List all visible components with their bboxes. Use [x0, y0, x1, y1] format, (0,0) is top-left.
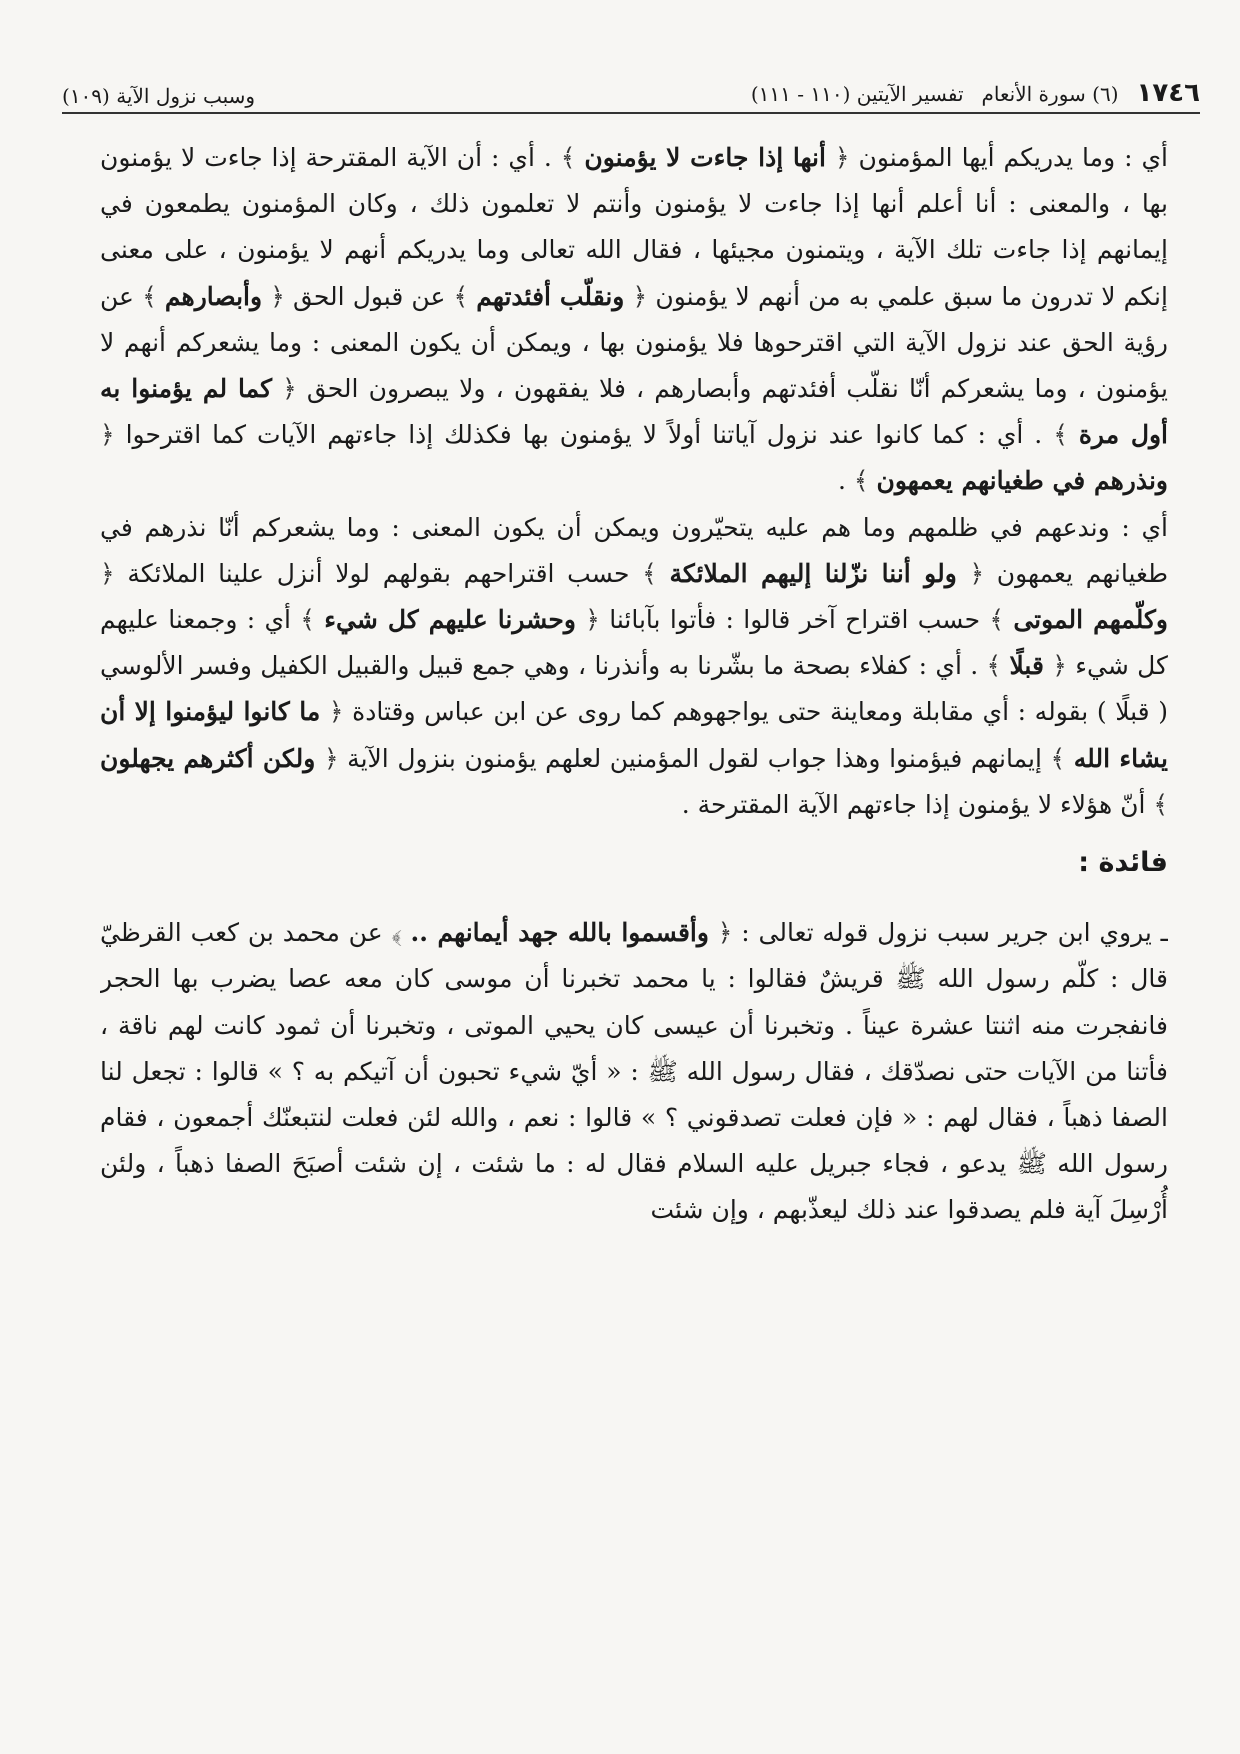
- ornate-bracket-close: ﴾: [989, 605, 1014, 635]
- body-text: . أي : أن الآية المقترحة إذا جاءت لا يؤمنون بها ، والمعنى : أنا أعلم أنها إذا جاءت لا يؤمنون وأنتم لا تعلمون ذلك ، وكان المؤمنون يطمعون في إيمانهم إذا جاءت تلك الآية ، ويتمنون مجيئها ، فقال الله تعالى وما يدريكم أنهم لا يؤمنون ، على معنى إنكم لا تدرون ما سبق علمي به من أنهم لا يؤمنون: [100, 143, 1168, 311]
- ornate-bracket-close: ﴾: [1053, 420, 1079, 450]
- ornate-bracket-open: ﴿: [262, 281, 285, 311]
- ornate-bracket-open: ﴿: [320, 697, 344, 727]
- quran-verse: ونذرهم في طغيانهم يعمهون: [876, 466, 1168, 496]
- running-header: [62, 48, 1200, 114]
- ornate-bracket-close: ﴾: [560, 143, 585, 172]
- body-text: .: [838, 466, 854, 496]
- quran-verse: وأقسموا بالله جهد أيمانهم ..: [410, 918, 709, 948]
- body-text: . أي : كما كانوا عند نزول آياتنا أولاً لا يؤمنون بها فكذلك إذا جاءتهم الآيات كما اقترحوا: [114, 420, 1054, 450]
- body-text: عن رؤية الحق عند نزول الآية التي اقترحوها فلا يؤمنون بها ، ويمكن أن يكون المعنى : وما يشعركم أنهم لا يؤمنون ، وما يشعركم أنّا نقلّب أفئدتهم وأبصارهم ، فلا يفقهون ، ولا يبصرون الحق: [100, 281, 1168, 404]
- quran-verse: ولو أننا نزّلنا إليهم الملائكة: [669, 558, 957, 588]
- ornate-bracket-open: ﴿: [1043, 651, 1067, 681]
- surah-name: (٦) سورة الأنعام: [981, 82, 1119, 106]
- ornate-bracket-close: ﴾: [453, 281, 477, 311]
- ornate-bracket-close: ﴾: [142, 281, 165, 311]
- tafsir-title: تفسير الآيتين (١١٠ - ١١١): [750, 82, 964, 106]
- paragraph-2: [100, 505, 1168, 828]
- body-text: ـ يروي ابن جرير سبب نزول قوله تعالى :: [732, 918, 1168, 948]
- page-body: [100, 135, 1168, 1724]
- body-text: حسب اقتراحهم بقولهم لولا أنزل علينا الملائكة: [114, 558, 643, 588]
- section-title: فائدة :: [1078, 847, 1168, 879]
- ornate-bracket-open: ﴿: [956, 558, 985, 588]
- ornate-bracket-open: ﴿: [100, 420, 115, 450]
- ornate-bracket-close: ﴾: [1153, 789, 1168, 819]
- ornate-bracket-close: ﴾: [853, 466, 877, 496]
- ornate-bracket-open: ﴿: [624, 281, 648, 311]
- ornate-bracket-open: ﴿: [825, 143, 850, 172]
- body-text: أي : وما يدريكم أيها المؤمنون: [849, 143, 1168, 172]
- body-text: أنّ هؤلاء لا يؤمنون إذا جاءتهم الآية المقترحة .: [681, 789, 1154, 819]
- ornate-bracket-close: ﴾: [300, 605, 325, 635]
- ornate-bracket-open: ﴿: [708, 918, 733, 948]
- ornate-bracket-close: ﴾: [391, 918, 411, 948]
- body-text: حسب اقتراح آخر قالوا : فأتوا بآبائنا: [599, 605, 990, 635]
- quran-verse: قبلًا: [1009, 651, 1044, 681]
- ornate-bracket-open: ﴿: [575, 605, 600, 635]
- body-text: عن قبول الحق: [284, 281, 454, 311]
- ornate-bracket-open: ﴿: [271, 374, 297, 404]
- quran-verse: وحشرنا عليهم كل شيء: [324, 605, 576, 635]
- quran-verse: وكلّمهم الموتى: [1013, 605, 1168, 635]
- quran-verse: أنها إذا جاءت لا يؤمنون: [584, 143, 826, 172]
- ornate-bracket-close: ﴾: [1050, 743, 1074, 773]
- quran-verse: ما كانوا ليؤمنوا إلا أن يشاء الله: [100, 697, 1168, 773]
- header-right: [751, 78, 1200, 108]
- ornate-bracket-close: ﴾: [986, 651, 1010, 681]
- quran-verse: وأبصارهم: [164, 281, 263, 311]
- quran-verse: ونقلّب أفئدتهم: [476, 281, 625, 311]
- quran-verse: ولكن أكثرهم يجهلون: [100, 743, 316, 773]
- paragraph-1: [100, 135, 1168, 505]
- body-text: عن محمد بن كعب القرظيّ قال : كلّم رسول الله ﷺ قريشٌ فقالوا : يا محمد تخبرنا أن موسى كان معه عصا يضرب بها الحجر فانفجرت منه اثنتا عشرة عيناً . وتخبرنا أن عيسى كان يحيي الموتى ، وتخبرنا أن ثمود كانت لهم ناقة ، فأتنا من الآيات حتى نصدّقك ، فقال رسول الله ﷺ : « أيّ شيء تحبون أن آتيكم به ؟ » قالوا : تجعل لنا الصفا ذهباً ، فقال لهم : « فإن فعلت تصدقوني ؟ » قالوا : نعم ، والله لئن فعلت لنتبعنّك أجمعون ، فقام رسول الله ﷺ يدعو ، فجاء جبريل عليه السلام فقال له : ما شئت ، إن شئت أصبَحَ الصفا ذهباً ، ولئن أُرْسِلَ آية فلم يصدقوا عند ذلك ليعذّبهم ، وإن شئت: [100, 918, 1168, 1225]
- page-number: ١٧٤٦: [1136, 78, 1200, 108]
- ornate-bracket-open: ﴿: [100, 558, 115, 588]
- paragraph-3: [100, 910, 1168, 1233]
- body-text: إيمانهم فيؤمنوا وهذا جواب لقول المؤمنين لعلهم يؤمنون بنزول الآية: [338, 743, 1051, 773]
- nuzul-title: وسبب نزول الآية (١٠٩): [62, 84, 256, 108]
- body-text: أي : وندعهم في ظلمهم وما هم عليه يتحيّرون ويمكن أن يكون المعنى : وما يشعركم أنّا نذرهم في طغيانهم يعمهون: [100, 512, 1168, 588]
- ornate-bracket-close: ﴾: [642, 558, 670, 588]
- body-text: . أي : كفلاء بصحة ما بشّرنا به وأنذرنا ، وهي جمع قبيل والقبيل الكفيل وفسر الألوسي ( قبلًا ) بقوله : أي مقابلة ومعاينة حتى يواجهوهم كما روى عن ابن عباس وقتادة: [100, 651, 1168, 727]
- body-text: أي : وجمعنا عليهم كل شيء: [100, 605, 1168, 681]
- ornate-bracket-open: ﴿: [315, 743, 339, 773]
- quran-verse: كما لم يؤمنوا به أول مرة: [100, 374, 1168, 450]
